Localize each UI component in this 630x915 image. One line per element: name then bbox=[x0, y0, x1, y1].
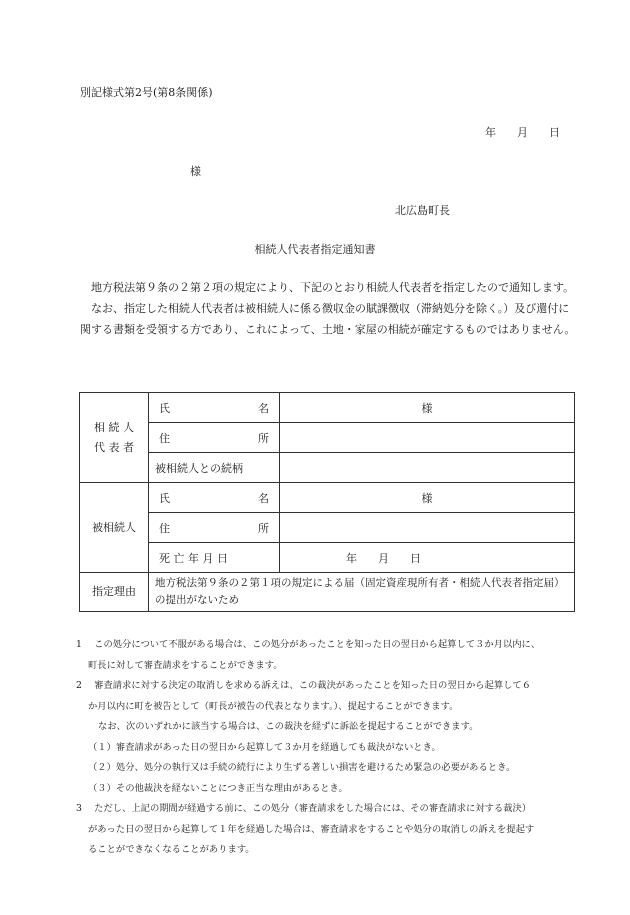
note-2-item-2: （２）処分、処分の執行又は手続の続行により生ずる著しい損害を避けるため緊急の必要があるとき。 bbox=[88, 762, 516, 773]
reason-text: 地方税法第９条の２第１項の規定による届（固定資産現所有者・相続人代表者指定届）の提出がないため bbox=[149, 573, 575, 612]
note-1-line-2: 町長に対して審査請求をすることができます。 bbox=[88, 659, 283, 671]
note-3-line-2: があった日の翌日から起算して１年を経過した場合は、審査請求をすることや処分の取消しの訴えを提起す bbox=[88, 823, 535, 835]
label-char: 氏 bbox=[159, 491, 170, 505]
honorific: 様 bbox=[421, 401, 433, 415]
deceased-address-label bbox=[149, 513, 280, 543]
document-title: 相続人代表者指定通知書 bbox=[254, 243, 376, 256]
deceased-group-label: 被相続人 bbox=[80, 483, 149, 573]
issue-date bbox=[485, 124, 560, 140]
label-char: 氏 bbox=[159, 401, 170, 415]
label-char: 所 bbox=[258, 431, 269, 445]
notice-body bbox=[80, 277, 580, 340]
deceased-name-label bbox=[149, 483, 280, 513]
representative-address-field[interactable] bbox=[280, 423, 575, 453]
label-char: 住 bbox=[159, 431, 170, 445]
representative-name-field[interactable] bbox=[280, 393, 575, 423]
death-month: 月 bbox=[378, 551, 389, 565]
notes-section bbox=[76, 635, 586, 861]
death-date-label-text: 死 亡 年 月 日 bbox=[159, 551, 228, 565]
note-2-line-3: なお、次のいずれかに該当する場合は、この裁決を経ずに訴訟を提起することができます。 bbox=[98, 721, 479, 732]
representative-group-label bbox=[80, 393, 149, 483]
label-char: 住 bbox=[159, 521, 170, 535]
death-date-field[interactable] bbox=[280, 543, 575, 573]
note-1-line-1: 1 この処分について不服がある場合は、この処分があったことを知った日の翌日から起算して３か月以内に、 bbox=[76, 639, 541, 650]
issuer-name: 北広島町長 bbox=[395, 204, 450, 217]
label-char: 名 bbox=[258, 491, 269, 505]
note-2-line-1: 2 審査請求に対する決定の取消しを求める訴えは、この裁決があったことを知った日の翌日から起算して６ bbox=[76, 680, 532, 691]
deceased-name-field[interactable] bbox=[280, 483, 575, 513]
relationship-label: 被相続人との続柄 bbox=[149, 453, 280, 483]
representative-group-line2: 代 表 者 bbox=[94, 440, 134, 454]
death-year: 年 bbox=[346, 551, 357, 565]
death-date-label bbox=[149, 543, 280, 573]
label-char: 名 bbox=[258, 401, 269, 415]
reason-label: 指定理由 bbox=[80, 573, 149, 612]
note-2-item-3: （３）その他裁決を経ないことにつき正当な理由があるとき。 bbox=[88, 782, 348, 794]
designation-table bbox=[79, 392, 575, 612]
deceased-address-field[interactable] bbox=[280, 513, 575, 543]
relationship-field[interactable] bbox=[280, 453, 575, 483]
note-2-line-2: か月以内に町を被告として（町長が被告の代表となります。）、提起することができます。 bbox=[88, 700, 459, 712]
representative-address-label bbox=[149, 423, 280, 453]
representative-group-line1: 相 続 人 bbox=[94, 420, 134, 434]
body-paragraph-2: なお、指定した相続人代表者は被相続人に係る徴収金の賦課徴収（滞納処分を除く。）及び還付に関する書類を受領する方であり、これによって、土地・家屋の相続が確定するものではありません。 bbox=[80, 302, 576, 336]
date-year: 年 bbox=[485, 126, 496, 139]
date-month: 月 bbox=[517, 126, 528, 139]
label-char: 所 bbox=[258, 521, 269, 535]
form-number: 別記様式第2号(第8条関係) bbox=[80, 86, 213, 99]
addressee-suffix: 様 bbox=[190, 165, 201, 178]
date-day: 日 bbox=[549, 126, 560, 139]
representative-name-label bbox=[149, 393, 280, 423]
honorific: 様 bbox=[421, 491, 433, 505]
note-3-line-3: ることができなくなることがあります。 bbox=[88, 844, 255, 855]
note-2-item-1: （１）審査請求があった日の翌日から起算して３か月を経過しても裁決がないとき。 bbox=[88, 741, 441, 753]
death-day: 日 bbox=[410, 551, 421, 565]
note-3-line-1: 3 ただし、上記の期間が経過する前に、この処分（審査請求をした場合には、その審査請求に対する裁決） bbox=[76, 803, 532, 814]
body-paragraph-1: 地方税法第９条の２第２項の規定により、下記のとおり相続人代表者を指定したので通知します。 bbox=[91, 281, 575, 294]
